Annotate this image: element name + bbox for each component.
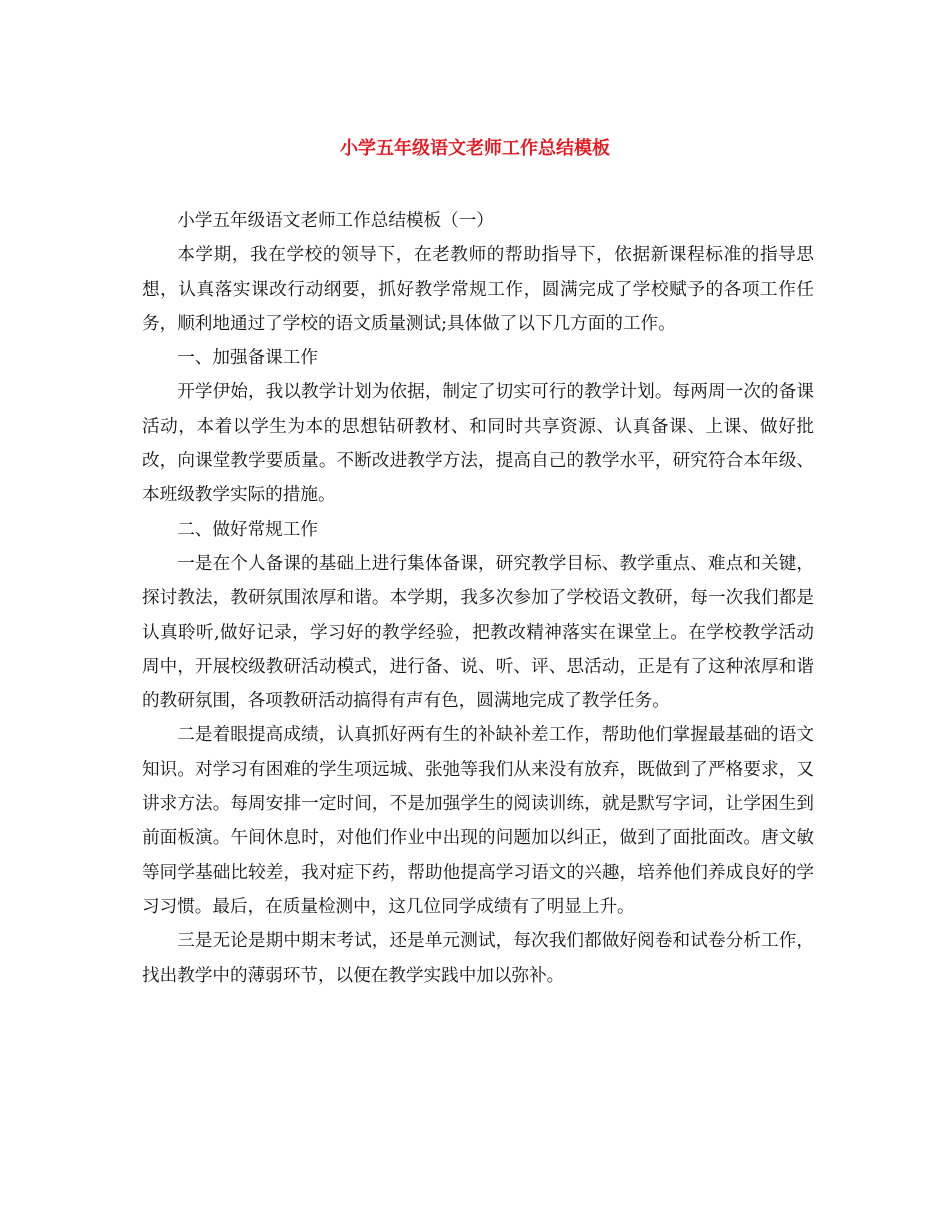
subtitle-paragraph: 小学五年级语文老师工作总结模板（一） — [177, 211, 494, 231]
intro-paragraph: 本学期，我在学校的领导下，在老教师的帮助指导下，依据新课程标准的指导思想，认真落实课改行动纲要，抓好教学常规工作，圆满完成了学校赋予的各项工作任务，顺利地通过了学校的语文质量测试;具体做了以下几方面的工作。 — [142, 245, 814, 334]
section-2-paragraph-2: 二是着眼提高成绩，认真抓好两有生的补缺补差工作，帮助他们掌握最基础的语文知识。对学习有困难的学生项远城、张弛等我们从来没有放弃，既做到了严格要求，又讲求方法。每周安排一定时间，不是加强学生的阅读训练，就是默写字词，让学困生到前面板演。午间休息时，对他们作业中出现的问题加以纠正，做到了面批面改。唐文敏等同学基础比较差，我对症下药，帮助他提高学习语文的兴趣，培养他们养成良好的学习习惯。最后，在质量检测中，这几位同学成绩有了明显上升。 — [142, 725, 814, 917]
section-1-paragraph: 开学伊始，我以教学计划为依据，制定了切实可行的教学计划。每两周一次的备课活动，本着以学生为本的思想钻研教材、和同时共享资源、认真备课、上课、做好批改，向课堂教学要质量。不断改进教学方法，提高自己的教学水平，研究符合本年级、本班级教学实际的措施。 — [142, 382, 814, 506]
section-2-paragraph-1: 一是在个人备课的基础上进行集体备课，研究教学目标、教学重点、难点和关键，探讨教法，教研氛围浓厚和谐。本学期，我多次参加了学校语文教研，每一次我们都是认真聆听,做好记录，学习好的教学经验，把教改精神落实在课堂上。在学校教学活动周中，开展校级教研活动模式，进行备、说、听、评、思活动，正是有了这种浓厚和谐的教研氛围，各项教研活动搞得有声有色，圆满地完成了教学任务。 — [142, 553, 814, 712]
section-heading-1: 一、加强备课工作 — [177, 348, 318, 369]
section-2-paragraph-3: 三是无论是期中期末考试，还是单元测试，每次我们都做好阅卷和试卷分析工作，找出教学中的薄弱环节，以便在教学实践中加以弥补。 — [142, 931, 814, 986]
document-title: 小学五年级语文老师工作总结模板 — [340, 138, 610, 159]
section-heading-2: 二、做好常规工作 — [177, 519, 318, 540]
document-body — [142, 204, 814, 993]
